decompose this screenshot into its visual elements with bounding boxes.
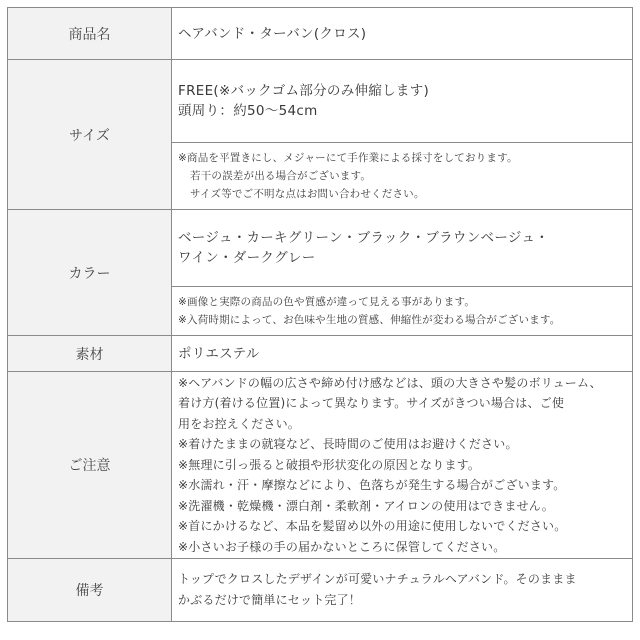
size-values xyxy=(172,60,633,143)
caution-line: ※水濡れ・汗・摩擦などにより、色落ちが発生する場合がございます。 xyxy=(178,478,566,493)
material-value: ポリエステル xyxy=(172,336,633,372)
row-label-size: サイズ xyxy=(8,60,172,210)
caution-line: ※首にかけるなど、本品を髪留め以外の用途に使用しないでください。 xyxy=(178,519,567,534)
size-free-line: FREE(※バックゴム部分のみ伸縮します) xyxy=(178,83,430,99)
product-spec-table xyxy=(7,7,633,622)
color-note-line: ※画像と実際の商品の色や質感が違って見える事があります。 xyxy=(178,296,476,308)
caution-line: ※着けたままの就寝など、長時間のご使用はお避けください。 xyxy=(178,437,518,452)
table-row-remarks xyxy=(8,559,633,622)
remarks-line: トップでクロスしたデザインが可愛いナチュラルヘアバンド。そのままま xyxy=(178,572,577,586)
color-note-line: ※入荷時期によって、お色味や生地の質感、伸縮性が変わる場合がございます。 xyxy=(178,314,561,326)
caution-line: ※無理に引っ張ると破損や形状変化の原因となります。 xyxy=(178,457,481,472)
color-line: ベージュ・カーキグリーン・ブラック・ブラウンベージュ・ xyxy=(178,230,549,246)
row-label-remarks: 備考 xyxy=(8,559,172,622)
color-line: ワイン・ダークグレー xyxy=(178,250,316,266)
product-name-value: ヘアバンド・ターバン(クロス) xyxy=(172,8,633,60)
size-note-line: 若干の誤差が出る場合がございます。 xyxy=(190,170,372,182)
size-note-line: サイズ等でご不明な点はお問い合わせください。 xyxy=(190,188,425,200)
table-row-size xyxy=(8,60,633,143)
row-label-product-name: 商品名 xyxy=(8,8,172,60)
size-note-line: ※商品を平置きにし、メジャーにて手作業による採寸をしております。 xyxy=(178,152,518,164)
table-row-product-name xyxy=(8,8,633,60)
table-row-caution xyxy=(8,372,633,559)
row-label-color: カラー xyxy=(8,210,172,336)
caution-line: ※洗濯機・乾燥機・漂白剤・柔軟剤・アイロンの使用はできません。 xyxy=(178,498,554,513)
row-label-caution: ご注意 xyxy=(8,372,172,559)
row-label-material: 素材 xyxy=(8,336,172,372)
table-row-material xyxy=(8,336,633,372)
caution-line: 着け方(着ける位置)によって異なります。サイズがきつい場合は、ご使 xyxy=(178,396,565,411)
table-row-color xyxy=(8,210,633,287)
caution-line: 用をお控えください。 xyxy=(178,416,301,431)
caution-line: ※ヘアバンドの幅の広さや締め付け感などは、頭の大きさや髪のボリューム、 xyxy=(178,375,602,390)
caution-line: ※小さいお子様の手の届かないところに保管してください。 xyxy=(178,539,506,554)
size-head-line: 頭周り：約50〜54cm xyxy=(178,103,318,119)
color-notes xyxy=(172,287,633,336)
color-values xyxy=(172,210,633,287)
remarks-line: かぶるだけで簡単にセット完了！ xyxy=(178,593,362,607)
remarks-values xyxy=(172,559,633,622)
size-notes xyxy=(172,143,633,210)
caution-values xyxy=(172,372,633,559)
